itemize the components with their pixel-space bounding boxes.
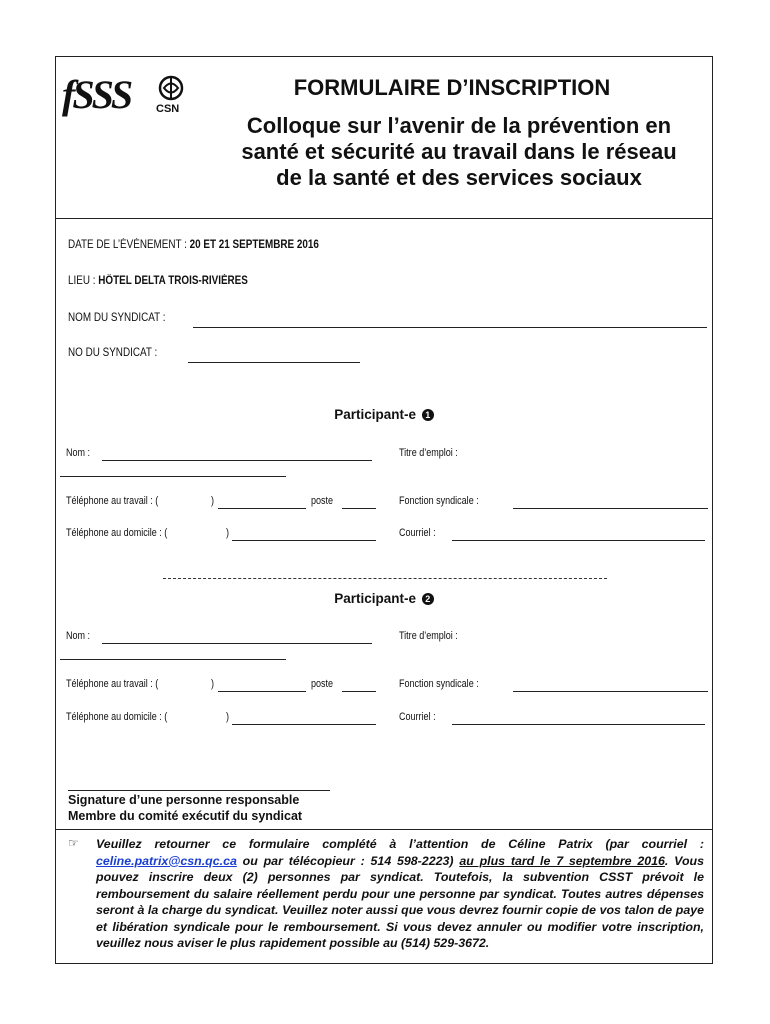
fsss-csn-logo xyxy=(62,73,187,121)
participant-2-title xyxy=(56,591,712,606)
deadline-text: au plus tard le 7 septembre 2016 xyxy=(459,853,665,868)
logo-text: fSSS xyxy=(62,72,131,117)
p1-poste-label: poste xyxy=(311,495,334,507)
event-location-label: LIEU : xyxy=(68,275,99,287)
event-location-value: HÔTEL DELTA TROIS-RIVIÈRES xyxy=(98,275,248,287)
event-date xyxy=(68,239,319,251)
p1-poste-field[interactable] xyxy=(342,508,376,509)
event-date-label: DATE DE L’ÉVÉNEMENT : xyxy=(68,239,190,251)
p1-nom-label: Nom : xyxy=(66,447,91,459)
p2-tel-domicile-label: Téléphone au domicile : ( xyxy=(66,711,168,723)
instructions-text xyxy=(96,836,704,952)
event-date-value: 20 ET 21 SEPTEMBRE 2016 xyxy=(189,239,319,251)
instructions-part-1: Veuillez retourner ce formulaire complété à l’attention de Céline Patrix (par courriel : xyxy=(96,837,704,851)
p2-poste-label: poste xyxy=(311,678,334,690)
union-number-field[interactable] xyxy=(188,362,360,363)
event-location xyxy=(68,275,248,287)
participant-2-title-text: Participant-e xyxy=(334,591,416,606)
p1-tel-domicile-close-paren: ) xyxy=(226,527,230,539)
number-2-badge: 2 xyxy=(422,593,434,605)
registration-form xyxy=(55,56,713,964)
p2-courriel-field[interactable] xyxy=(452,724,705,725)
p2-poste-field[interactable] xyxy=(342,691,376,692)
p1-titre-label: Titre d’emploi : xyxy=(399,447,458,459)
p2-tel-domicile-field[interactable] xyxy=(232,724,376,725)
form-title: FORMULAIRE D’INSCRIPTION xyxy=(293,75,611,100)
p1-nom-field[interactable] xyxy=(102,460,372,461)
p1-courriel-label: Courriel : xyxy=(399,527,436,539)
instructions-part-3: . Vous pouvez inscrire deux (2) personnes par syndicat. Toutefois, la subvention CSST prévoit le remboursement du salaire réellement perdu pour une personne par syndicat. Toutes autres dépenses seront à la charge du syndicat. Veuillez noter aussi que vous devrez fournir copie de vos talon de paye et libération syndicale pour le remboursement. Si vous devez annuler ou modifier votre inscription, veuillez nous aviser le plus rapidement possible au (514) 529-3672. xyxy=(96,853,704,950)
subtitle-line-1: Colloque sur l’avenir de la prévention en xyxy=(246,113,672,138)
participant-1-title-text: Participant-e xyxy=(334,407,416,422)
subtitle-line-2: santé et sécurité au travail dans le réseau xyxy=(241,139,677,164)
signature-label-2: Membre du comité exécutif du syndicat xyxy=(68,809,303,823)
p1-courriel-field[interactable] xyxy=(452,540,705,541)
p2-nom-field[interactable] xyxy=(102,643,372,644)
instructions-footer xyxy=(56,829,712,963)
subtitle-line-3: de la santé et des services sociaux xyxy=(276,165,642,190)
p1-tel-travail-label: Téléphone au travail : ( xyxy=(66,495,159,507)
number-1-badge: 1 xyxy=(422,409,434,421)
p2-nom-field-continued[interactable] xyxy=(60,659,286,660)
p1-fonction-field[interactable] xyxy=(513,508,708,509)
participant-1-title xyxy=(56,407,712,422)
p2-tel-travail-close-paren: ) xyxy=(211,678,215,690)
event-subtitle xyxy=(204,113,714,191)
p1-nom-field-continued[interactable] xyxy=(60,476,286,477)
csn-emblem-icon xyxy=(158,75,184,101)
p1-tel-domicile-label: Téléphone au domicile : ( xyxy=(66,527,168,539)
p2-courriel-label: Courriel : xyxy=(399,711,436,723)
p2-fonction-field[interactable] xyxy=(513,691,708,692)
pointing-hand-icon: ☞ xyxy=(68,836,79,850)
signature-field[interactable] xyxy=(68,790,330,791)
p1-tel-travail-field[interactable] xyxy=(218,508,306,509)
signature-label-1: Signature d’une personne responsable xyxy=(68,793,300,807)
p2-titre-label: Titre d’emploi : xyxy=(399,630,458,642)
p2-tel-domicile-close-paren: ) xyxy=(226,711,230,723)
p2-fonction-label: Fonction syndicale : xyxy=(399,678,479,690)
email-link[interactable]: celine.patrix@csn.qc.ca xyxy=(96,853,237,868)
p1-tel-travail-close-paren: ) xyxy=(211,495,215,507)
p1-tel-domicile-field[interactable] xyxy=(232,540,376,541)
union-name-field[interactable] xyxy=(193,327,707,328)
p2-nom-label: Nom : xyxy=(66,630,91,642)
participant-separator xyxy=(163,578,607,579)
p2-tel-travail-label: Téléphone au travail : ( xyxy=(66,678,159,690)
instructions-part-2: ou par télécopieur : 514 598-2223) xyxy=(236,853,460,868)
logo-csn-text: CSN xyxy=(156,103,180,115)
union-number-label: NO DU SYNDICAT : xyxy=(68,347,158,359)
form-header xyxy=(56,57,712,219)
union-name-label: NOM DU SYNDICAT : xyxy=(68,312,166,324)
p1-fonction-label: Fonction syndicale : xyxy=(399,495,479,507)
p2-tel-travail-field[interactable] xyxy=(218,691,306,692)
